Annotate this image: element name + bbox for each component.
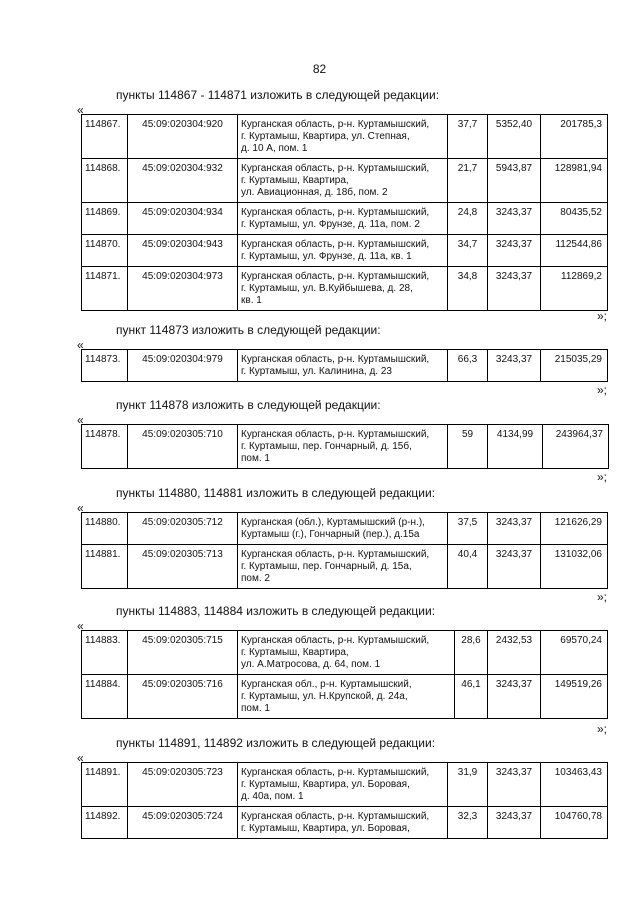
item-number-cell: 114870. [82, 235, 128, 267]
item-number-cell: 114892. [82, 807, 128, 839]
total-value-cell: 215035,29 [541, 350, 608, 382]
open-quote: « [77, 103, 84, 117]
section-intro: пункты 114883, 114884 изложить в следующей редакции: [116, 604, 436, 618]
cadastral-number-cell: 45:09:020305:715 [128, 631, 238, 675]
close-quote: »; [597, 590, 608, 604]
table-row [82, 631, 608, 675]
close-quote: »; [597, 383, 608, 397]
address-line: г. Куртамыш, ул. Фрунзе, д. 11а, пом. 2 [241, 219, 420, 230]
item-number-cell: 114867. [82, 115, 128, 159]
close-quote: »; [597, 722, 608, 736]
address-line: Курганская область, р-н. Куртамышский, [241, 239, 430, 250]
unit-price-cell: 3243,37 [488, 763, 541, 807]
address-line: Курганская область, р-н. Куртамышский, [241, 207, 430, 218]
close-quote: »; [597, 470, 608, 484]
table-row [82, 159, 608, 203]
address-line: г. Куртамыш, ул. Калинина, д. 23 [241, 366, 392, 377]
total-value-cell: 103463,43 [541, 763, 608, 807]
unit-price-cell: 4134,99 [488, 425, 543, 469]
section-intro: пункт 114878 изложить в следующей редакции: [116, 398, 381, 412]
cadastral-number-cell: 45:09:020305:712 [128, 513, 238, 545]
address-line: г. Куртамыш, Квартира, ул. Боровая, [241, 779, 410, 790]
open-quote: « [77, 338, 84, 352]
total-value-cell: 131032,06 [541, 545, 608, 589]
total-value-cell: 104760,78 [541, 807, 608, 839]
total-value-cell: 149519,26 [541, 675, 608, 719]
cadastral-number-cell: 45:09:020304:932 [128, 159, 238, 203]
total-value-cell: 112544,86 [541, 235, 608, 267]
address-line: Курганская область, р-н. Куртамышский, [241, 354, 430, 365]
cadastral-number-cell: 45:09:020305:710 [128, 425, 238, 469]
address-line: Куртамыш (г.), Гончарный (пер.), д.15а [241, 529, 420, 540]
area-cell: 31,9 [448, 763, 488, 807]
address-line: д. 40а, пом. 1 [241, 791, 304, 802]
open-quote: « [77, 751, 84, 765]
area-cell: 59 [448, 425, 488, 469]
amendment-table [81, 424, 609, 469]
address-cell [238, 545, 448, 589]
address-line: Курганская область, р-н. Куртамышский, [241, 549, 430, 560]
address-line: г. Куртамыш, Квартира, [241, 175, 349, 186]
total-value-cell: 112869,2 [541, 267, 608, 311]
area-cell: 37,7 [448, 115, 488, 159]
amendment-table [81, 630, 608, 719]
cadastral-number-cell: 45:09:020305:723 [128, 763, 238, 807]
address-line: пом. 1 [241, 453, 270, 464]
address-cell [238, 235, 448, 267]
table-row [82, 425, 609, 469]
table-row [82, 267, 608, 311]
address-cell [238, 513, 448, 545]
area-cell: 32,3 [448, 807, 488, 839]
cadastral-number-cell: 45:09:020304:979 [128, 350, 238, 382]
total-value-cell: 80435,52 [541, 203, 608, 235]
address-line: г. Куртамыш, Квартира, [241, 647, 349, 658]
table-row [82, 350, 608, 382]
open-quote: « [77, 619, 84, 633]
unit-price-cell: 3243,37 [488, 513, 541, 545]
amendment-table [81, 349, 608, 382]
table-row [82, 115, 608, 159]
area-cell: 37,5 [448, 513, 488, 545]
address-cell [238, 203, 448, 235]
address-line: г. Куртамыш, ул. Н.Крупской, д. 24а, [241, 691, 408, 702]
amendment-table [81, 114, 608, 311]
close-quote: »; [597, 309, 608, 323]
unit-price-cell: 5943,87 [488, 159, 541, 203]
amendment-table [81, 762, 608, 839]
address-cell [238, 425, 448, 469]
section-intro: пункт 114873 изложить в следующей редакции: [116, 323, 381, 337]
unit-price-cell: 3243,37 [488, 203, 541, 235]
table-row [82, 675, 608, 719]
address-line: Курганская область, р-н. Куртамышский, [241, 163, 430, 174]
unit-price-cell: 3243,37 [488, 807, 541, 839]
area-cell: 34,8 [448, 267, 488, 311]
address-cell [238, 763, 448, 807]
area-cell: 66,3 [448, 350, 488, 382]
unit-price-cell: 3243,37 [488, 675, 541, 719]
total-value-cell: 201785,3 [541, 115, 608, 159]
total-value-cell: 121626,29 [541, 513, 608, 545]
area-cell: 34,7 [448, 235, 488, 267]
item-number-cell: 114883. [82, 631, 128, 675]
table-row [82, 807, 608, 839]
address-line: г. Куртамыш, Квартира, ул. Боровая, [241, 823, 410, 834]
unit-price-cell: 3243,37 [488, 267, 541, 311]
cadastral-number-cell: 45:09:020304:943 [128, 235, 238, 267]
total-value-cell: 69570,24 [541, 631, 608, 675]
area-cell: 24,8 [448, 203, 488, 235]
address-line: ул. А.Матросова, д. 64, пом. 1 [241, 659, 381, 670]
address-cell [238, 675, 455, 719]
item-number-cell: 114868. [82, 159, 128, 203]
cadastral-number-cell: 45:09:020305:716 [128, 675, 238, 719]
item-number-cell: 114869. [82, 203, 128, 235]
address-cell [238, 631, 455, 675]
address-cell [238, 159, 448, 203]
item-number-cell: 114891. [82, 763, 128, 807]
unit-price-cell: 5352,40 [488, 115, 541, 159]
cadastral-number-cell: 45:09:020305:713 [128, 545, 238, 589]
item-number-cell: 114873. [82, 350, 128, 382]
section-intro: пункты 114880, 114881 изложить в следующей редакции: [116, 486, 436, 500]
section-intro: пункты 114867 - 114871 изложить в следующей редакции: [116, 88, 440, 102]
address-line: пом. 2 [241, 573, 270, 584]
address-cell [238, 115, 448, 159]
amendment-table [81, 512, 608, 589]
address-line: г. Куртамыш, ул. Фрунзе, д. 11а, кв. 1 [241, 251, 412, 262]
table-row [82, 235, 608, 267]
address-line: Курганская область, р-н. Куртамышский, [241, 271, 430, 282]
table-row [82, 203, 608, 235]
unit-price-cell: 2432,53 [488, 631, 541, 675]
item-number-cell: 114871. [82, 267, 128, 311]
address-line: г. Куртамыш, ул. В.Куйбышева, д. 28, [241, 283, 413, 294]
area-cell: 21,7 [448, 159, 488, 203]
item-number-cell: 114884. [82, 675, 128, 719]
address-line: Курганская (обл.), Куртамышский (р-н.), [241, 517, 425, 528]
open-quote: « [77, 501, 84, 515]
section-intro: пункты 114891, 114892 изложить в следующей редакции: [116, 736, 436, 750]
open-quote: « [77, 413, 84, 427]
cadastral-number-cell: 45:09:020304:934 [128, 203, 238, 235]
address-line: д. 10 А, пом. 1 [241, 143, 308, 154]
item-number-cell: 114878. [82, 425, 128, 469]
address-line: Курганская область, р-н. Куртамышский, [241, 767, 430, 778]
total-value-cell: 128981,94 [541, 159, 608, 203]
unit-price-cell: 3243,37 [488, 350, 541, 382]
unit-price-cell: 3243,37 [488, 235, 541, 267]
item-number-cell: 114881. [82, 545, 128, 589]
page-number: 82 [312, 62, 327, 76]
address-cell [238, 350, 448, 382]
address-line: Курганская область, р-н. Куртамышский, [241, 811, 430, 822]
address-line: г. Куртамыш, пер. Гончарный, д. 15а, [241, 561, 412, 572]
address-line: кв. 1 [241, 295, 262, 306]
area-cell: 40,4 [448, 545, 488, 589]
unit-price-cell: 3243,37 [488, 545, 541, 589]
address-line: г. Куртамыш, пер. Гончарный, д. 15б, [241, 441, 412, 452]
address-cell [238, 267, 448, 311]
total-value-cell: 243964,37 [543, 425, 609, 469]
address-line: Курганская область, р-н. Куртамышский, [241, 635, 430, 646]
table-row [82, 513, 608, 545]
address-line: г. Куртамыш, Квартира, ул. Степная, [241, 131, 410, 142]
address-line: пом. 1 [241, 703, 270, 714]
area-cell: 28,6 [455, 631, 488, 675]
address-line: Курганская обл., р-н. Куртамышский, [241, 679, 412, 690]
area-cell: 46,1 [455, 675, 488, 719]
address-line: Курганская область, р-н. Куртамышский, [241, 119, 430, 130]
address-line: Курганская область, р-н. Куртамышский, [241, 429, 430, 440]
address-cell [238, 807, 448, 839]
item-number-cell: 114880. [82, 513, 128, 545]
cadastral-number-cell: 45:09:020305:724 [128, 807, 238, 839]
address-line: ул. Авиационная, д. 18б, пом. 2 [241, 187, 388, 198]
cadastral-number-cell: 45:09:020304:973 [128, 267, 238, 311]
table-row [82, 763, 608, 807]
cadastral-number-cell: 45:09:020304:920 [128, 115, 238, 159]
table-row [82, 545, 608, 589]
